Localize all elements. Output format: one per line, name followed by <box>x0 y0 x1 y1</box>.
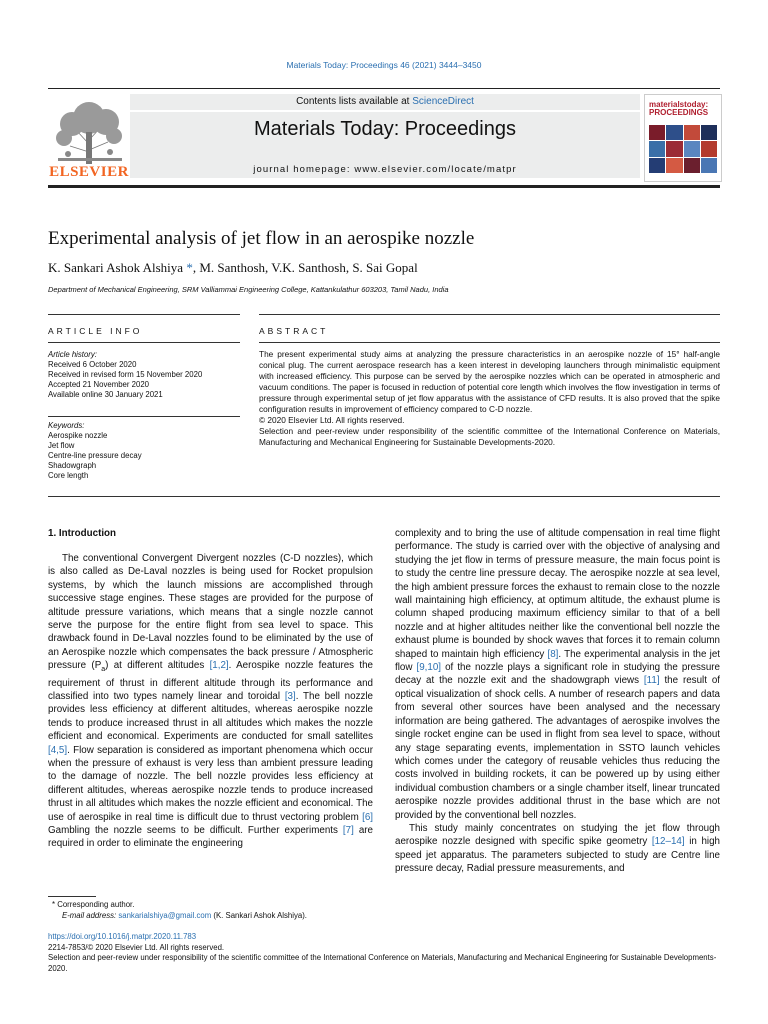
citation-link[interactable]: [12–14] <box>651 836 685 848</box>
cover-tile <box>649 141 665 156</box>
email-label: E-mail address: <box>62 910 119 920</box>
citation-link[interactable]: [11] <box>643 675 660 687</box>
cover-tile <box>684 125 700 140</box>
homepage-prefix: journal homepage: <box>253 164 355 175</box>
contents-line <box>130 94 640 110</box>
paragraph: complexity and to bring the use of altitude compensation in real time flight performance. The study is carried over with the objective of analysing and studying the jet flow in terms of pressure measure, the main focus point is to study the centre line pressure decay. The aerospike nozzle at sea level, the high ambient pressure forces the exhaust to remain close to the nozzle wall maintaining high efficiency, at optimum altitude, the exhaust plume is column shaped producing maximum efficiency similar to that of a bell nozzle and at higher altitudes neither like the conventional bell nozzle the exhaust plume is bounded by shock waves that forces it to remain column shaped to maintain high efficiency [8]. The experimental analysis in the jet flow [9,10] of the nozzle plays a significant role in studying the pressure decay at the nozzle exit and the shadowgraph views [11] the result of optical visualization of shock cells. A number of research papers and data from several other sources have been analysed and the necessary information are being gathered. The advantages of aerospike involves the single rocket engine can be used in flight from sea level to space, without any stage separating events, implementation in SSTO launch vehicles which comes under the category of reusable vehicles thus reducing the costs involved in building rockets, it can be powered up by using either individual combustion chambers or a single chamber itself, linear truncated aerospike nozzle provides additional thrust in the base which are not provided by the conventional bell nozzles. <box>395 528 721 821</box>
keywords-label: Keywords: <box>48 421 85 430</box>
history-item: Received in revised form 15 November 2020 <box>48 370 203 379</box>
divider <box>259 314 720 315</box>
email-owner: (K. Sankari Ashok Alshiya). <box>211 910 307 920</box>
citation-link[interactable]: [1,2] <box>209 660 229 672</box>
divider <box>48 314 240 315</box>
citation-link[interactable]: [7] <box>342 825 354 837</box>
keyword: Core length <box>48 471 89 480</box>
issn-line: 2214-7853/© 2020 Elsevier Ltd. All rights reserved. <box>48 942 225 952</box>
journal-reference-link[interactable]: Materials Today: Proceedings 46 (2021) 3444–3450 <box>286 60 482 70</box>
abstract-selection: Selection and peer-review under responsibility of the scientific committee of the International Conference on Materials, Manufacturing and Mechanical Engineering for Sustainable Developments-2020. <box>259 426 720 447</box>
corresponding-author-mark[interactable]: * <box>183 260 193 275</box>
article-history <box>48 350 240 400</box>
history-item: Received 6 October 2020 <box>48 360 137 369</box>
divider <box>48 342 240 343</box>
other-authors: , M. Santhosh, V.K. Santhosh, S. Sai Gopal <box>192 260 418 275</box>
keyword: Jet flow <box>48 441 75 450</box>
paragraph: The conventional Convergent Divergent nozzles (C-D nozzles), which is also called as De-Laval nozzles is being used for Rocket propulsion systems, by which the launch missions are accomplished through successive stage engines. These stages are provided for the purpose of altitude pressure variations, which means that a single nozzle cannot serve the purpose for the entire flight from sea level to space. This drawback found in De-Laval nozzles found to be eliminated by the use of an Aerospike nozzle which compensates the back pressure / Atmospheric pressure $(P_a)$ at different altitudes [1,2]. Aerospike nozzle features the requirement of thrust in different altitude through its performance and classified into two types namely linear and toroidal [3]. The bell nozzle provides less efficiency at different altitudes, whereas aerospike nozzle tends to produce increased thrust in all altitudes which makes the nozzle efficient and economical. Experiments are conducted for small satellites [4,5]. Flow separation is considered as important phenomena which occur when the pressure of exhaust is very less than ambient pressure leading to the damage of nozzle. The bell nozzle provides less efficiency at different altitudes, whereas aerospike nozzle tends to produce increased thrust in all altitudes which makes the nozzle efficient and economical. The use of aerospike in real time is difficult due to thrust vectoring problem [6] Gambling the nozzle seems to be difficult. Further experiments [7] are required in order to eliminate the engineering <box>48 553 373 850</box>
journal-title: Materials Today: Proceedings <box>254 118 516 140</box>
cover-title-line2: PROCEEDINGS <box>649 108 709 117</box>
history-label: Article history: <box>48 350 97 359</box>
contents-prefix: Contents lists available at <box>296 96 413 107</box>
cover-tile <box>666 158 682 173</box>
history-item: Accepted 21 November 2020 <box>48 380 149 389</box>
footer-selection: Selection and peer-review under responsibility of the scientific committee of the International Conference on Materials, Manufacturing and Mechanical Engineering for Sustainable Developments-2020. <box>48 953 717 973</box>
left-column <box>48 552 373 851</box>
footnote-mark: * <box>52 900 56 909</box>
citation-link[interactable]: [8] <box>547 648 559 660</box>
paragraph: This study mainly concentrates on studying the jet flow through aerospike nozzle designed with specific spike geometry [12–14] in high speed jet apparatus. The parameters subjected to study are Centre line pressure decay, Radial pressure measurements, and <box>395 822 720 875</box>
abstract-heading: ABSTRACT <box>259 326 329 336</box>
cover-tile <box>649 158 665 173</box>
footnote-divider <box>48 896 96 897</box>
article-info-heading: ARTICLE INFO <box>48 326 143 336</box>
cover-tile <box>701 125 717 140</box>
section-heading: 1. Introduction <box>48 528 117 539</box>
keyword: Centre-line pressure decay <box>48 451 142 460</box>
journal-cover-thumbnail <box>644 94 722 182</box>
divider <box>48 496 720 497</box>
citation-link[interactable]: [4,5] <box>48 744 68 756</box>
keywords <box>48 421 240 481</box>
cover-tile <box>701 158 717 173</box>
divider <box>48 416 240 417</box>
cover-tile <box>649 125 665 140</box>
cover-image-grid <box>649 125 717 173</box>
citation-link[interactable]: [3] <box>284 691 296 703</box>
cover-title <box>649 101 708 117</box>
abstract-body: The present experimental study aims at analyzing the pressure characteristics in an aerospike nozzle of 15° half-angle conical plug. The current aerospace research has a keen interest in developing launchers through minimalistic equipment with increased efficiency. This purpose can be served by the aerospike nozzles which can be operated in atmospheric and vacuum conditions. The paper is focused in reduction of potential core length which involves the flow investigation in terms of pressure through experimental setup of jet flow apparatus with the assistance of CFD results. It is also proved that the spike configuration results in improvement of efficiency compared to C-D nozzle. <box>259 349 720 414</box>
cover-tile <box>666 125 682 140</box>
article-title: Experimental analysis of jet flow in an aerospike nozzle <box>48 228 475 249</box>
keyword: Shadowgraph <box>48 461 97 470</box>
cover-title-line1: materialstoday: <box>649 100 709 109</box>
cover-tile <box>684 141 700 156</box>
cover-tile <box>701 141 717 156</box>
abstract-text <box>259 349 720 448</box>
divider <box>259 342 720 343</box>
elsevier-logo-text: ELSEVIER <box>49 164 129 180</box>
cover-tile <box>666 141 682 156</box>
page-footer <box>48 932 720 974</box>
footnote <box>52 900 372 921</box>
footnote-corresponding: Corresponding author. <box>55 900 135 909</box>
cover-tile <box>684 158 700 173</box>
history-item: Available online 30 January 2021 <box>48 390 163 399</box>
abstract-copyright: © 2020 Elsevier Ltd. All rights reserved. <box>259 415 405 425</box>
first-author: K. Sankari Ashok Alshiya <box>48 260 184 275</box>
author-list <box>48 260 418 276</box>
affiliation: Department of Mechanical Engineering, SRM Valliammai Engineering College, Kattankulathur 603203, Tamil Nadu, India <box>48 285 449 294</box>
keyword: Aerospike nozzle <box>48 431 108 440</box>
doi-link[interactable]: https://doi.org/10.1016/j.matpr.2020.11.783 <box>48 932 197 941</box>
citation-link[interactable]: [9,10] <box>416 662 442 674</box>
sciencedirect-link[interactable]: ScienceDirect <box>412 96 474 107</box>
journal-homepage <box>130 164 640 175</box>
right-column <box>395 527 720 876</box>
homepage-url[interactable]: www.elsevier.com/locate/matpr <box>354 164 517 175</box>
email-link[interactable]: sankarialshiya@gmail.com <box>118 910 212 920</box>
citation-link[interactable]: [6] <box>362 811 373 823</box>
